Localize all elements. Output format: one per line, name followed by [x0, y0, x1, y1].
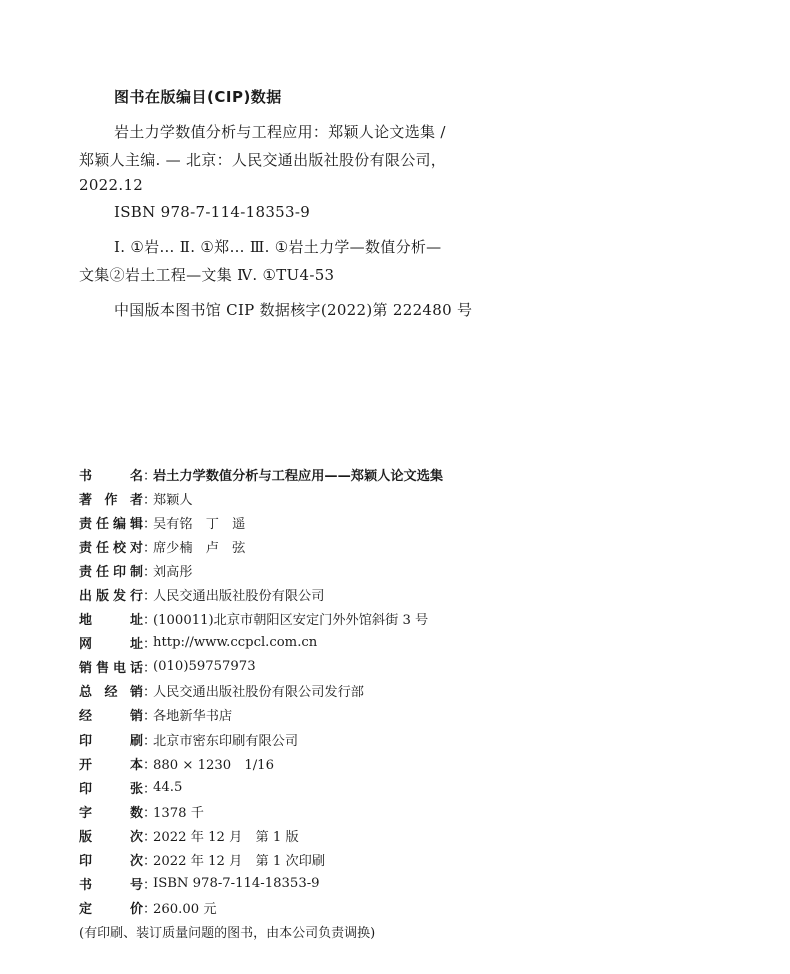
colophon-row-printer — [79, 727, 779, 751]
colophon-row-print-supervisor — [79, 558, 779, 582]
colophon-row-word-count — [79, 799, 779, 823]
row-value: 44.5 — [153, 779, 183, 795]
colophon-row-website — [79, 631, 779, 655]
row-value: 各地新华书店 — [153, 709, 233, 725]
row-value: 人民交通出版社股份有限公司发行部 — [153, 685, 364, 701]
row-colon: ： — [143, 854, 157, 870]
row-value: 1378 千 — [153, 805, 204, 821]
colophon-row-sheets — [79, 775, 779, 799]
cip-heading: 图书在版编目(CIP)数据 — [114, 88, 282, 106]
row-label: 字数 — [79, 805, 143, 821]
row-colon: ： — [143, 902, 157, 918]
colophon-row-author — [79, 486, 779, 510]
row-colon: ： — [143, 564, 157, 580]
row-colon: ： — [143, 781, 157, 797]
row-label: 书名 — [79, 468, 143, 484]
row-value: 郑颖人 — [153, 492, 193, 508]
colophon-row-printing — [79, 848, 779, 872]
colophon-row-price — [79, 896, 779, 920]
row-value: http://www.ccpcl.com.cn — [153, 635, 318, 651]
row-label: 地址 — [79, 613, 143, 629]
row-colon: ： — [143, 540, 157, 556]
row-value: 刘高彤 — [153, 564, 193, 580]
cip-line-subjects: Ⅰ. ①岩… Ⅱ. ①郑… Ⅲ. ①岩土力学—数值分析— — [114, 238, 442, 256]
colophon-row-publisher — [79, 582, 779, 606]
row-value: (100011)北京市朝阳区安定门外外馆斜街 3 号 — [153, 613, 429, 629]
row-label: 印张 — [79, 781, 143, 797]
row-colon: ： — [143, 878, 157, 894]
colophon-table — [79, 462, 779, 920]
row-colon: ： — [143, 661, 157, 677]
cip-line-publisher: 郑颖人主编. — 北京：人民交通出版社股份有限公司， — [79, 151, 447, 169]
cip-line-record-number: 中国版本图书馆 CIP 数据核字(2022)第 222480 号 — [114, 301, 473, 319]
row-label: 责任编辑 — [79, 516, 143, 532]
row-colon: ： — [143, 589, 157, 605]
cip-line-isbn: ISBN 978-7-114-18353-9 — [114, 203, 311, 221]
row-colon: ： — [143, 468, 157, 484]
row-colon: ： — [143, 805, 157, 821]
row-colon: ： — [143, 829, 157, 845]
row-label: 责任印制 — [79, 564, 143, 580]
row-value: (010)59757973 — [153, 659, 256, 675]
row-colon: ： — [143, 613, 157, 629]
row-label: 出版发行 — [79, 589, 143, 605]
quality-notice: (有印刷、装订质量问题的图书，由本公司负责调换) — [79, 926, 376, 941]
row-label: 著作者 — [79, 492, 143, 508]
colophon-row-format — [79, 751, 779, 775]
colophon-row-editors — [79, 510, 779, 534]
row-label: 网址 — [79, 637, 143, 653]
colophon-row-distributor — [79, 703, 779, 727]
colophon-row-isbn — [79, 872, 779, 896]
colophon-row-general-distributor — [79, 679, 779, 703]
row-value: 2022 年 12 月 第 1 版 — [153, 829, 299, 845]
row-colon: ： — [143, 733, 157, 749]
row-value: ISBN 978-7-114-18353-9 — [153, 876, 320, 892]
row-colon: ： — [143, 709, 157, 725]
row-value: 吴有铭 丁 遥 — [153, 516, 246, 532]
row-label: 版次 — [79, 829, 143, 845]
row-colon: ： — [143, 685, 157, 701]
row-colon: ： — [143, 492, 157, 508]
row-colon: ： — [143, 637, 157, 653]
row-label: 印次 — [79, 854, 143, 870]
row-label: 定价 — [79, 902, 143, 918]
row-label: 销售电话 — [79, 661, 143, 677]
cip-line-title: 岩土力学数值分析与工程应用：郑颖人论文选集 / — [114, 123, 446, 141]
row-label: 责任校对 — [79, 540, 143, 556]
colophon-row-book-title — [79, 462, 779, 486]
colophon-row-sales-phone — [79, 655, 779, 679]
row-label: 印刷 — [79, 733, 143, 749]
cip-line-date: 2022.12 — [79, 176, 144, 194]
colophon-row-address — [79, 607, 779, 631]
row-label: 总经销 — [79, 685, 143, 701]
row-value: 岩土力学数值分析与工程应用——郑颖人论文选集 — [153, 468, 444, 484]
row-value: 260.00 元 — [153, 902, 217, 918]
row-value: 人民交通出版社股份有限公司 — [153, 589, 325, 605]
row-value: 北京市密东印刷有限公司 — [153, 733, 299, 749]
colophon-row-edition — [79, 823, 779, 847]
colophon-row-proofreaders — [79, 534, 779, 558]
row-value: 席少楠 卢 弦 — [153, 540, 246, 556]
row-label: 开本 — [79, 757, 143, 773]
row-label: 书号 — [79, 878, 143, 894]
row-colon: ： — [143, 757, 157, 773]
row-label: 经销 — [79, 709, 143, 725]
row-value: 2022 年 12 月 第 1 次印刷 — [153, 854, 326, 870]
cip-line-subjects-cont: 文集②岩土工程—文集 Ⅳ. ①TU4-53 — [79, 266, 335, 284]
row-value: 880 × 1230 1/16 — [153, 757, 274, 773]
row-colon: ： — [143, 516, 157, 532]
